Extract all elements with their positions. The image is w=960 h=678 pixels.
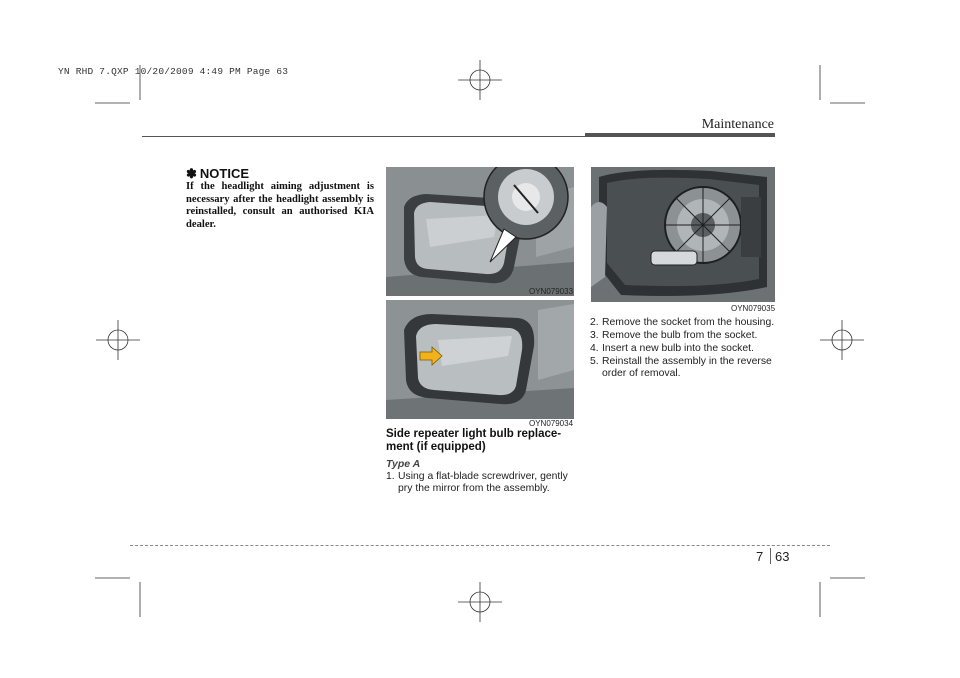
steps-list-a <box>386 471 575 496</box>
figure-socket-housing <box>591 167 775 302</box>
step-item: 5. Reinstall the assembly in the reverse order of removal. <box>590 356 772 379</box>
figure-label-2: OYN079034 <box>529 419 574 428</box>
figure-label-1: OYN079033 <box>529 287 574 296</box>
figure-mirror-removal <box>386 167 574 296</box>
notice-body: If the headlight aiming adjustment is necessary after the headlight assembly is reinstalled, consult an authorised KIA dealer. <box>186 181 374 230</box>
notice-star-icon: ✽ <box>186 166 197 181</box>
page-number-separator <box>770 548 771 564</box>
header-rule-accent <box>585 133 775 137</box>
socket-housing-illustration <box>591 167 775 302</box>
chapter-number: 7 <box>756 549 764 564</box>
header-rule <box>142 136 630 137</box>
figure-label-3: OYN079035 <box>731 304 776 313</box>
section-title: Maintenance <box>701 117 774 132</box>
page-number: 63 <box>775 549 790 564</box>
steps-list-b <box>590 317 776 381</box>
section-heading: Side repeater light bulb replace-ment (if equipped) <box>386 428 562 453</box>
footer-rule <box>130 545 830 546</box>
step-item: 4. Insert a new bulb into the socket. <box>590 343 754 354</box>
print-slug: YN RHD 7.QXP 10/20/2009 4:49 PM Page 63 <box>58 66 289 77</box>
step-item: 3. Remove the bulb from the socket. <box>590 330 758 341</box>
step-item: 2. Remove the socket from the housing. <box>590 317 775 328</box>
notice-title: ✽ NOTICE <box>186 166 250 181</box>
mirror-removal-illustration <box>386 167 574 296</box>
mirror-pry-illustration <box>386 300 574 419</box>
type-label: Type A <box>386 458 421 470</box>
figure-mirror-pry <box>386 300 574 419</box>
step-item: 1. Using a flat-blade screwdriver, gently pry the mirror from the assembly. <box>386 471 568 494</box>
